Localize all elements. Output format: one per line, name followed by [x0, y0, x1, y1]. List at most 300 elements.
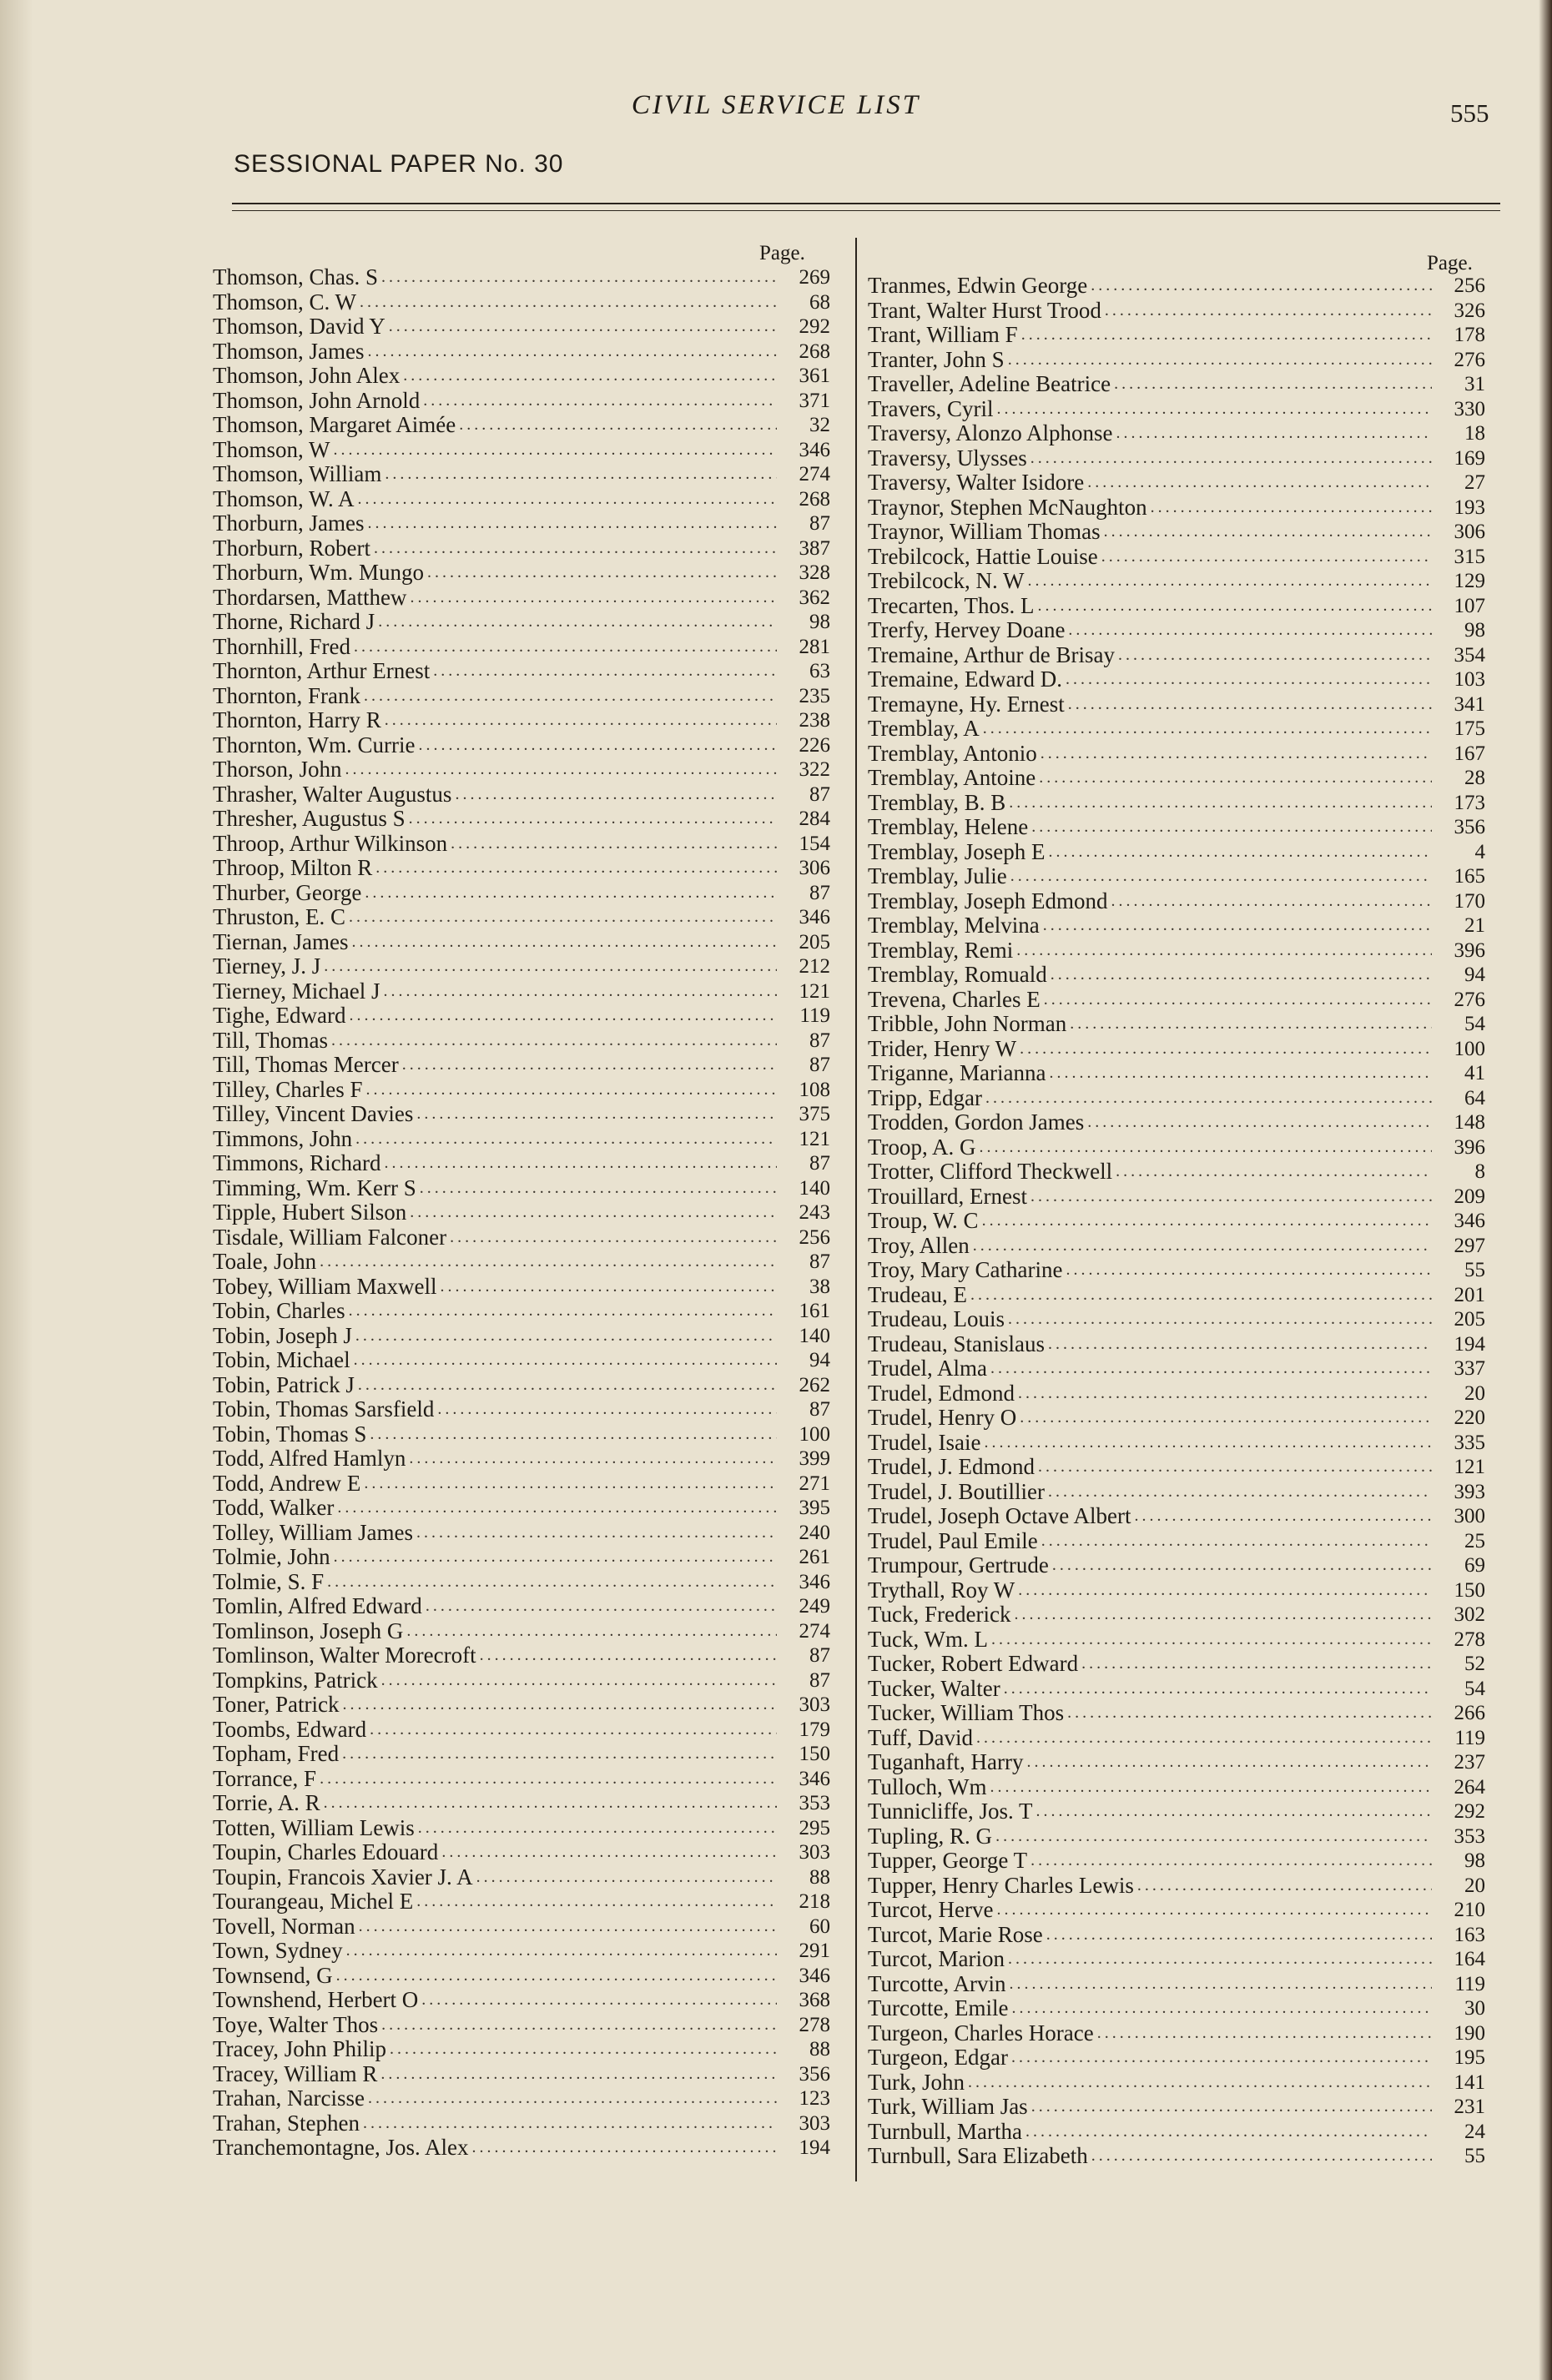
entry-page: 201	[1454, 1283, 1485, 1306]
entry-name: Tucker, William Thos	[868, 1700, 1065, 1725]
index-entry	[868, 421, 1485, 446]
entry-name: Toupin, Francois Xavier J. A	[213, 1864, 473, 1889]
entry-page: 20	[1464, 1874, 1485, 1897]
entry-page: 210	[1454, 1899, 1485, 1921]
leader-dots	[1009, 791, 1432, 816]
entry-name: Timming, Wm. Kerr S	[213, 1175, 416, 1200]
leader-dots	[1068, 618, 1432, 643]
leader-dots	[1041, 742, 1432, 767]
entry-name: Todd, Walker	[213, 1495, 335, 1520]
leader-dots	[1052, 1553, 1432, 1578]
leader-dots	[416, 1521, 777, 1546]
index-entry	[213, 389, 830, 414]
index-entry	[213, 930, 830, 955]
entry-name: Tilley, Charles F	[213, 1076, 363, 1102]
entry-page: 100	[1454, 1037, 1485, 1060]
entry-name: Tuganhaft, Harry	[868, 1749, 1024, 1774]
leader-dots	[364, 1472, 777, 1497]
leader-dots	[1043, 913, 1432, 938]
entry-name: Tracey, John Philip	[213, 2036, 387, 2061]
leader-dots	[427, 561, 777, 586]
index-entry	[213, 659, 830, 684]
index-entry	[868, 2045, 1485, 2071]
entry-name: Tolley, William James	[213, 1519, 413, 1545]
index-entry	[213, 561, 830, 586]
entry-page: 256	[1454, 274, 1485, 297]
index-entry	[868, 1972, 1485, 1997]
entry-name: Thomson, John Arnold	[213, 387, 421, 413]
leader-dots	[480, 1643, 777, 1668]
index-entry	[868, 1947, 1485, 1972]
entry-page: 25	[1464, 1529, 1485, 1552]
entry-name: Toombs, Edward	[213, 1716, 367, 1742]
index-entry	[213, 1250, 830, 1275]
leader-dots	[991, 1628, 1432, 1653]
entry-name: Trebilcock, N. W	[868, 568, 1025, 593]
index-entry	[213, 782, 830, 808]
entry-page: 38	[809, 1275, 830, 1298]
index-entry	[213, 2013, 830, 2038]
index-entry	[213, 1373, 830, 1398]
entry-page: 55	[1464, 1259, 1485, 1281]
entry-page: 94	[1464, 964, 1485, 986]
leader-dots	[997, 397, 1432, 422]
index-entry	[213, 684, 830, 709]
leader-dots	[416, 1102, 777, 1127]
leader-dots	[1030, 1849, 1432, 1874]
index-entry	[868, 1824, 1485, 1849]
entry-page: 88	[809, 2038, 830, 2060]
leader-dots	[1031, 815, 1432, 840]
index-entry	[868, 1603, 1485, 1628]
entry-page: 18	[1464, 422, 1485, 445]
entry-page: 220	[1454, 1406, 1485, 1429]
index-entry	[868, 1750, 1485, 1775]
index-entry	[213, 1004, 830, 1029]
entry-page: 264	[1454, 1775, 1485, 1799]
index-entry	[868, 692, 1485, 717]
entry-name: Trudel, J. Edmond	[868, 1454, 1036, 1479]
index-entry	[868, 1923, 1485, 1948]
index-entry	[213, 2136, 830, 2161]
entry-name: Townsend, G	[213, 1962, 333, 1988]
entry-page: 8	[1474, 1160, 1485, 1183]
entry-name: Turcotte, Emile	[868, 1995, 1009, 2020]
index-entry	[868, 1406, 1485, 1431]
entry-page: 121	[799, 1127, 830, 1150]
index-entry	[213, 1791, 830, 1816]
index-entry	[868, 274, 1485, 299]
leader-dots	[331, 1029, 777, 1054]
entry-name: Traversy, Ulysses	[868, 445, 1027, 470]
index-entry	[213, 1151, 830, 1176]
index-entry	[868, 594, 1485, 619]
entry-page: 119	[1454, 1726, 1485, 1749]
page-column-heading: Page.	[759, 242, 805, 264]
entry-name: Tremblay, Joseph Edmond	[868, 888, 1108, 913]
leader-dots	[366, 1078, 777, 1103]
leader-dots	[1087, 1110, 1432, 1135]
leader-dots	[1018, 1381, 1432, 1406]
entry-page: 190	[1454, 2021, 1485, 2045]
index-entry	[868, 840, 1485, 865]
header-rule-thin	[232, 210, 1500, 211]
entry-name: Troup, W. C	[868, 1208, 979, 1233]
leader-dots	[1066, 1258, 1432, 1283]
entry-page: 94	[809, 1349, 830, 1371]
entry-page: 361	[799, 365, 830, 387]
entry-page: 88	[809, 1865, 830, 1889]
leader-dots	[1014, 1603, 1432, 1628]
entry-name: Toye, Walter Thos	[213, 2011, 379, 2037]
index-entry	[213, 1053, 830, 1078]
entry-page: 175	[1454, 717, 1485, 740]
entry-name: Tisdale, William Falconer	[213, 1224, 447, 1250]
index-entry	[868, 1307, 1485, 1332]
index-entry	[213, 1078, 830, 1103]
leader-dots	[349, 905, 777, 930]
entry-name: Trudel, Edmond	[868, 1380, 1015, 1406]
entry-name: Till, Thomas	[213, 1027, 329, 1053]
entry-name: Troy, Allen	[868, 1232, 970, 1258]
entry-name: Trodden, Gordon James	[868, 1109, 1085, 1135]
entry-name: Traversy, Walter Isidore	[868, 470, 1085, 495]
left-index-list	[213, 265, 830, 2161]
entry-name: Trudel, Isaie	[868, 1429, 981, 1455]
index-entry	[213, 1102, 830, 1127]
entry-name: Tomlinson, Joseph G	[213, 1618, 404, 1643]
entry-name: Tierney, J. J	[213, 954, 321, 979]
leader-dots	[374, 536, 777, 561]
page-number: 555	[1450, 98, 1489, 128]
entry-name: Tremblay, Joseph E	[868, 838, 1046, 864]
entry-page: 209	[1454, 1185, 1485, 1208]
entry-page: 362	[799, 586, 830, 609]
index-entry	[213, 1594, 830, 1619]
index-entry	[868, 2095, 1485, 2120]
entry-name: Thruston, E. C	[213, 904, 345, 929]
leader-dots	[355, 1324, 777, 1349]
index-entry	[868, 1504, 1485, 1529]
entry-name: Tremblay, Antoine	[868, 765, 1036, 790]
index-entry	[213, 832, 830, 857]
index-entry	[868, 889, 1485, 914]
leader-dots	[1010, 1972, 1432, 1997]
entry-page: 179	[799, 1718, 830, 1741]
entry-name: Trecarten, Thos. L	[868, 592, 1035, 618]
entry-name: Thorburn, Robert	[213, 535, 370, 561]
entry-page: 140	[799, 1176, 830, 1200]
leader-dots	[320, 1250, 777, 1275]
entry-name: Trotter, Clifford Theckwell	[868, 1159, 1113, 1184]
leader-dots	[1020, 1406, 1432, 1431]
index-entry	[213, 2062, 830, 2087]
entry-name: Tomlin, Alfred Edward	[213, 1593, 422, 1618]
entry-page: 64	[1464, 1086, 1485, 1109]
entry-page: 297	[1454, 1234, 1485, 1257]
entry-page: 87	[809, 512, 830, 535]
index-entry	[213, 1299, 830, 1324]
leader-dots	[346, 1939, 777, 1964]
leader-dots	[1039, 766, 1432, 791]
entry-name: Trudel, Paul Emile	[868, 1527, 1038, 1553]
entry-page: 52	[1464, 1653, 1485, 1675]
index-entry	[213, 265, 830, 290]
index-entry	[868, 864, 1485, 889]
entry-page: 173	[1454, 791, 1485, 814]
entry-page: 27	[1464, 471, 1485, 494]
leader-dots	[1091, 274, 1432, 299]
entry-page: 30	[1464, 1997, 1485, 2020]
index-entry	[868, 569, 1485, 594]
entry-name: Tremblay, Romuald	[868, 962, 1047, 987]
index-entry	[213, 1176, 830, 1201]
entry-name: Timmons, John	[213, 1125, 353, 1151]
leader-dots	[1097, 2021, 1432, 2046]
running-title: CIVIL SERVICE LIST	[631, 90, 921, 120]
entry-name: Trahan, Stephen	[213, 2110, 360, 2136]
entry-page: 322	[799, 758, 830, 781]
leader-dots	[1010, 864, 1432, 889]
entry-name: Throop, Milton R	[213, 855, 373, 880]
entry-page: 235	[799, 684, 830, 707]
index-entry	[213, 610, 830, 635]
index-entry	[213, 438, 830, 463]
leader-dots	[367, 511, 777, 536]
entry-name: Traveller, Adeline Beatrice	[868, 371, 1111, 396]
entry-name: Thresher, Augustus S	[213, 806, 406, 831]
entry-page: 169	[1454, 446, 1485, 470]
leader-dots	[1134, 1504, 1432, 1529]
index-entry	[868, 766, 1485, 791]
entry-page: 300	[1454, 1505, 1485, 1527]
entry-name: Trudeau, E	[868, 1281, 967, 1307]
entry-page: 346	[799, 1964, 830, 1987]
entry-page: 163	[1454, 1923, 1485, 1946]
entry-name: Tobin, Charles	[213, 1298, 345, 1323]
index-entry	[213, 881, 830, 906]
index-entry	[868, 938, 1485, 964]
leader-dots	[385, 1151, 777, 1176]
entry-page: 237	[1454, 1751, 1485, 1774]
entry-name: Tremaine, Arthur de Brisay	[868, 642, 1115, 667]
leader-dots	[1008, 348, 1432, 373]
entry-name: Trerfy, Hervey Doane	[868, 617, 1066, 642]
leader-dots	[1018, 1578, 1432, 1603]
entry-name: Tupling, R. G	[868, 1823, 993, 1849]
entry-page: 353	[1454, 1824, 1485, 1848]
entry-name: Tucker, Walter	[868, 1675, 1000, 1701]
entry-name: Tremblay, B. B	[868, 789, 1006, 815]
entry-name: Tripp, Edgar	[868, 1084, 983, 1110]
entry-name: Townshend, Herbert O	[213, 1987, 419, 2012]
index-entry	[868, 446, 1485, 471]
entry-name: Thorson, John	[213, 757, 342, 782]
leader-dots	[1087, 470, 1432, 496]
entry-page: 315	[1454, 545, 1485, 568]
entry-page: 154	[799, 832, 830, 855]
leader-dots	[345, 757, 778, 782]
entry-page: 262	[799, 1373, 830, 1396]
entry-page: 87	[809, 1668, 830, 1692]
entry-name: Tribble, John Norman	[868, 1011, 1067, 1036]
index-entry	[868, 1381, 1485, 1406]
entry-page: 87	[809, 782, 830, 806]
sessional-paper-label: SESSIONAL PAPER No. 30	[234, 150, 564, 178]
entry-page: 100	[799, 1422, 830, 1446]
entry-name: Toupin, Charles Edouard	[213, 1839, 439, 1864]
index-entry	[213, 1865, 830, 1890]
entry-page: 21	[1464, 914, 1485, 937]
entry-page: 150	[1454, 1578, 1485, 1602]
leader-dots	[403, 364, 777, 389]
leader-dots	[364, 684, 777, 709]
entry-page: 346	[799, 906, 830, 928]
entry-page: 178	[1454, 324, 1485, 346]
leader-dots	[1027, 569, 1432, 594]
leader-dots	[450, 1225, 777, 1250]
index-entry	[868, 397, 1485, 422]
index-entry	[213, 757, 830, 782]
leader-dots	[381, 265, 777, 290]
index-entry	[868, 1898, 1485, 1923]
index-entry	[868, 742, 1485, 767]
leader-dots	[381, 2013, 777, 2038]
entry-name: Trahan, Narcisse	[213, 2086, 365, 2111]
index-entry	[213, 1275, 830, 1300]
entry-name: Turgeon, Edgar	[868, 2045, 1008, 2070]
index-entry	[213, 856, 830, 881]
leader-dots	[1116, 1160, 1432, 1185]
entry-page: 98	[1464, 619, 1485, 642]
leader-dots	[996, 1898, 1432, 1923]
index-entry	[868, 2021, 1485, 2046]
index-entry	[868, 963, 1485, 988]
index-entry	[213, 1521, 830, 1546]
leader-dots	[406, 1619, 777, 1644]
entry-page: 164	[1454, 1948, 1485, 1970]
entry-name: Trythall, Roy W	[868, 1577, 1015, 1603]
leader-dots	[440, 1275, 777, 1300]
leader-dots	[409, 1447, 777, 1472]
leader-dots	[1037, 594, 1432, 619]
entry-page: 278	[799, 2013, 830, 2036]
index-entry	[868, 348, 1485, 373]
entry-name: Tremayne, Hy. Ernest	[868, 691, 1065, 717]
leader-dots	[360, 290, 777, 315]
entry-name: Turk, John	[868, 2069, 965, 2095]
entry-page: 121	[1454, 1456, 1485, 1478]
entry-page: 87	[809, 881, 830, 904]
index-entry	[868, 2144, 1485, 2169]
entry-page: 148	[1454, 1111, 1485, 1134]
leader-dots	[990, 1775, 1432, 1800]
index-entry	[868, 299, 1485, 324]
entry-page: 354	[1454, 643, 1485, 667]
entry-name: Trudel, J. Boutillier	[868, 1478, 1046, 1504]
entry-name: Travers, Cyril	[868, 395, 994, 421]
leader-dots	[990, 1356, 1432, 1381]
leader-dots	[352, 930, 778, 955]
index-entry	[868, 1061, 1485, 1086]
entry-page: 31	[1464, 373, 1485, 395]
leader-dots	[426, 1594, 777, 1619]
entry-page: 165	[1454, 865, 1485, 888]
index-entry	[213, 2086, 830, 2111]
entry-page: 274	[799, 463, 830, 486]
index-entry	[213, 979, 830, 1004]
entry-name: Trudel, Joseph Octave Albert	[868, 1503, 1131, 1528]
leader-dots	[1038, 1455, 1432, 1480]
leader-dots	[1046, 1923, 1432, 1948]
entry-page: 302	[1454, 1603, 1485, 1626]
index-entry	[868, 1209, 1485, 1234]
entry-page: 276	[1454, 988, 1485, 1011]
index-entry	[868, 470, 1485, 496]
entry-page: 271	[799, 1472, 830, 1495]
index-entry	[213, 1668, 830, 1693]
entry-page: 274	[799, 1619, 830, 1643]
leader-dots	[381, 1668, 777, 1693]
leader-dots	[375, 856, 777, 881]
index-entry	[213, 807, 830, 832]
entry-name: Trider, Henry W	[868, 1035, 1017, 1061]
entry-name: Tolmie, John	[213, 1544, 330, 1569]
entry-name: Trebilcock, Hattie Louise	[868, 543, 1098, 569]
entry-name: Turnbull, Martha	[868, 2118, 1023, 2144]
index-entry	[213, 511, 830, 536]
index-entry	[213, 586, 830, 611]
entry-page: 60	[809, 1915, 830, 1938]
leader-dots	[983, 717, 1432, 742]
index-entry	[868, 1996, 1485, 2021]
index-entry	[868, 1185, 1485, 1210]
entry-page: 119	[1454, 1972, 1485, 1995]
leader-dots	[358, 487, 777, 512]
entry-name: Turcot, Herve	[868, 1897, 994, 1922]
index-entry	[868, 496, 1485, 521]
entry-name: Trudeau, Stanislaus	[868, 1331, 1046, 1356]
entry-name: Trudel, Henry O	[868, 1405, 1017, 1430]
index-entry	[213, 1472, 830, 1497]
entry-page: 119	[799, 1004, 830, 1027]
index-entry	[213, 1889, 830, 1915]
index-entry	[213, 1225, 830, 1250]
entry-name: Trouillard, Ernest	[868, 1183, 1027, 1209]
index-entry	[213, 314, 830, 340]
index-entry	[868, 913, 1485, 938]
entry-name: Turk, William Jas	[868, 2094, 1028, 2119]
index-entry	[868, 1135, 1485, 1160]
entry-name: Thomson, William	[213, 461, 382, 486]
entry-page: 353	[799, 1792, 830, 1814]
entry-page: 55	[1464, 2145, 1485, 2167]
entry-page: 54	[1464, 1677, 1485, 1700]
index-entry	[213, 733, 830, 758]
entry-name: Tranchemontagne, Jos. Alex	[213, 2135, 469, 2160]
entry-page: 226	[799, 733, 830, 757]
leader-dots	[389, 314, 777, 340]
entry-name: Thurber, George	[213, 879, 362, 905]
entry-page: 335	[1454, 1431, 1485, 1454]
entry-name: Tremblay, A	[868, 716, 980, 741]
leader-dots	[1104, 520, 1432, 545]
entry-page: 303	[799, 2111, 830, 2135]
leader-dots	[980, 1135, 1432, 1160]
leader-dots	[383, 979, 777, 1004]
leader-dots	[370, 1718, 777, 1743]
index-entry	[213, 1964, 830, 1989]
